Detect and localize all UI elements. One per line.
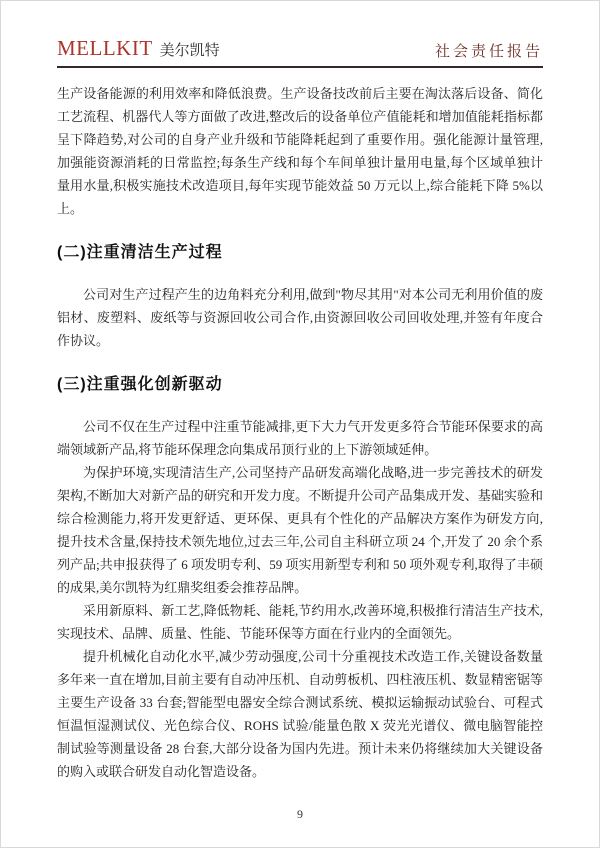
paragraph-automation-equipment: 提升机械化自动化水平,减少劳动强度,公司十分重视技术改造工作,关键设备数量多年来一直在增加,目前主要有自动冲压机、自动剪板机、四柱液压机、数显精密锯等主要生产设备 33 台套;智能型电器安全综合测试系统、模拟运输振动试验台、可程式恒温恒湿测试仪、光色综合仪、ROHS 试验/能量色散 X 荧光光谱仪、微电脑智能控制试验等测量设备 28 台套,大部分设备为国内先进。预计未来仍将继续加大关键设备的购入或联合研发自动化智造设备。 (57, 649, 543, 779)
page-body (57, 82, 543, 783)
report-title: 社会责任报告 (434, 44, 543, 60)
brand-logo-zh: 美尔凯特 (159, 43, 220, 59)
paragraph-new-products: 公司不仅在生产过程中注重节能减排,更下大力气开发更多符合节能环保要求的高端领域新产品,将节能环保理念向集成吊顶行业的上下游领域延伸。 (57, 419, 543, 457)
paragraph-rnd-patents: 为保护环境,实现清洁生产,公司坚持产品研发高端化战略,进一步完善技术的研发架构,不断加大对新产品的研究和开发力度。不断提升公司产品集成开发、基础实验和综合检测能力,将开发更舒适、更环保、更具有个性化的产品解决方案作为研发方向,提升技术含量,保持技术领先地位,过去三年,公司自主科研立项 24 个,开发了 20 余个系列产品;共申报获得了 6 项发明专利、59 项实用新型专利和 50 项外观专利,取得了丰硕的成果,美尔凯特为红鼎奖组委会推荐品牌。 (57, 465, 543, 595)
section-heading-innovation: (三)注重强化创新驱动 (57, 376, 223, 393)
brand-logo (57, 36, 220, 61)
paragraph-clean-tech-leadership: 采用新原料、新工艺,降低物耗、能耗,节约用水,改善环境,积极推行清洁生产技术,实现技术、品牌、质量、性能、节能环保等方面在行业内的全面领先。 (57, 603, 543, 641)
page-header (57, 36, 543, 68)
paragraph-recycling: 公司对生产过程产生的边角料充分利用,做到"物尽其用"对本公司无利用价值的废铝材、废塑料、废纸等与资源回收公司合作,由资源回收公司回收处理,并签有年度合作协议。 (57, 287, 543, 348)
brand-logo-en: MELLKIT (57, 36, 153, 60)
page-number: 9 (297, 807, 303, 821)
paragraph-energy-efficiency: 生产设备能源的利用效率和降低浪费。生产设备技改前后主要在淘汰落后设备、简化工艺流程、机器代人等方面做了改进,整改后的设备单位产值能耗和增加值能耗指标都呈下降趋势,对公司的自身产业升级和节能降耗起到了重要作用。强化能源计量管理,加强能资源消耗的日常监控;每条生产线和每个车间单独计量用电量,每个区域单独计量用水量,积极实施技术改造项目,每年实现节能效益 50 万元以上,综合能耗下降 5%以上。 (57, 86, 543, 216)
section-heading-clean-production: (二)注重清洁生产过程 (57, 244, 223, 261)
